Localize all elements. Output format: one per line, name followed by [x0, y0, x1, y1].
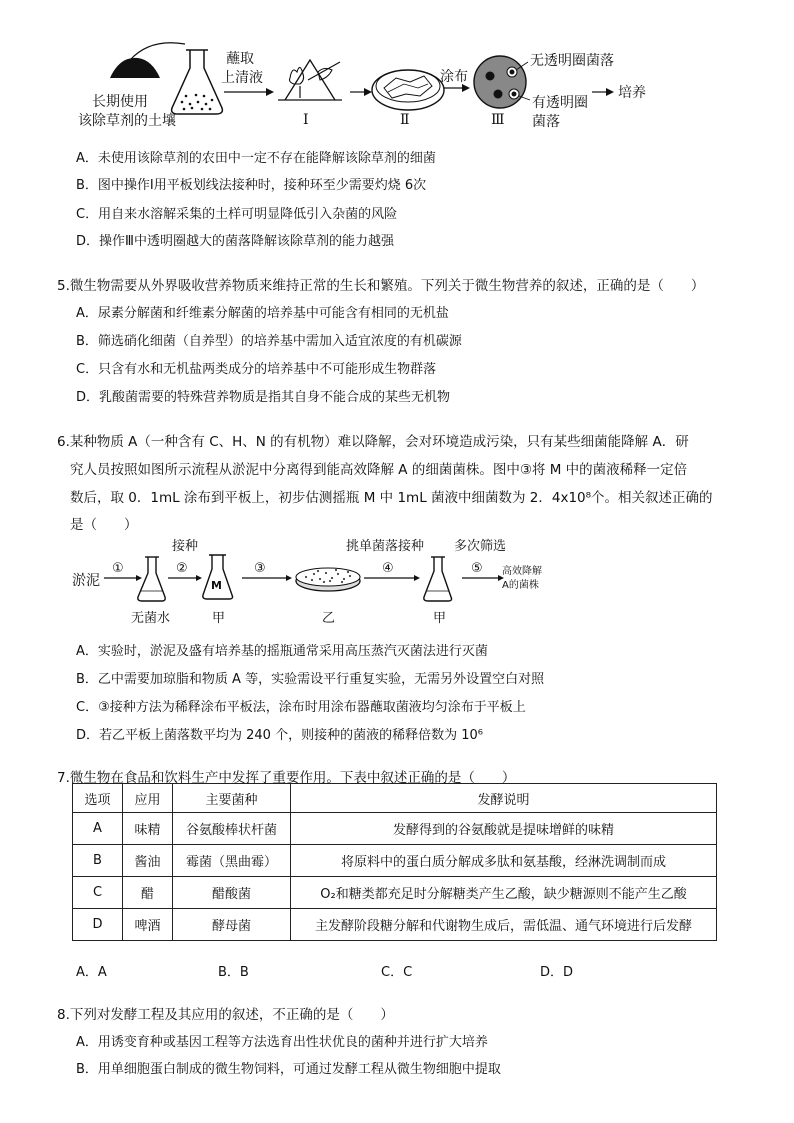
step-5-marker: ⑤ [471, 561, 483, 576]
q8-option-a: A．用诱变育种或基因工程等方法选育出性状优良的菌种并进行扩大培养 [76, 1035, 488, 1050]
table-cell: 醋酸菌 [173, 877, 291, 909]
dip-label-line2: 上清液 [221, 70, 263, 86]
q5-option-a: A．尿素分解菌和纤维素分解菌的培养基中可能含有相同的无机盐 [76, 306, 449, 321]
q4-option-d: D．操作Ⅲ中透明圈越大的菌落降解该除草剂的能力越强 [76, 234, 394, 249]
q7-stem: 7.微生物在食品和饮料生产中发挥了重要作用。下表中叙述正确的是（ ） [57, 770, 516, 786]
table-cell: 主发酵阶段糖分解和代谢物生成后，需低温、通气环境进行后发酵 [291, 909, 717, 941]
q5-stem: 5.微生物需要从外界吸收营养物质来维持正常的生长和繁殖。下列关于微生物营养的叙述，正确的是（ ） [57, 278, 705, 294]
inoculate-label: 接种 [172, 539, 199, 554]
soil-label-line1: 长期使用 [92, 94, 148, 110]
q6-option-d: D．若乙平板上菌落数平均为 240 个，则接种的菌液的稀释倍数为 10⁶ [76, 728, 483, 743]
table-header-cell: 选项 [73, 784, 123, 813]
q7-choice-b: B．B [218, 965, 249, 980]
table-cell: 酱油 [123, 845, 173, 877]
step-2-marker: ② [176, 561, 188, 576]
table-cell: 谷氨酸棒状杆菌 [173, 813, 291, 845]
table-cell: 酵母菌 [173, 909, 291, 941]
q4-option-a: A．未使用该除草剂的农田中一定不存在能降解该除草剂的细菌 [76, 151, 436, 166]
result-label-line2: A的菌株 [502, 580, 539, 591]
step-4-marker: ④ [382, 561, 394, 576]
no-halo-colony-label: 无透明圈菌落 [530, 53, 614, 69]
step-1-label: Ⅰ [303, 112, 309, 128]
q8-stem: 8.下列对发酵工程及其应用的叙述，不正确的是（ ） [57, 1007, 394, 1023]
table-cell: 发酵得到的谷氨酸就是提味增鲜的味精 [291, 813, 717, 845]
step-1-marker: ① [112, 561, 124, 576]
q4-option-c: C．用自来水溶解采集的土样可明显降低引入杂菌的风险 [76, 207, 398, 222]
q6-stem-line1: 6.某种物质 A（一种含有 C、H、N 的有机物）难以降解，会对环境造成污染，只有某些细菌能降解 A．研 [57, 434, 689, 450]
q6-stem-line4: 是（ ） [70, 517, 138, 533]
soil-mound-shape [110, 58, 160, 78]
table-row [73, 813, 717, 845]
mud-label: 淤泥 [72, 573, 100, 589]
q6-option-a: A．实验时，淤泥及盛有培养基的摇瓶通常采用高压蒸汽灭菌法进行灭菌 [76, 644, 488, 659]
table-cell: 将原料中的蛋白质分解成多肽和氨基酸，经淋洗调制而成 [291, 845, 717, 877]
table-row [73, 909, 717, 941]
q6-option-c: C．③接种方法为稀释涂布平板法，涂布时用涂布器蘸取菌液均匀涂布于平板上 [76, 700, 526, 715]
culture-label: 培养 [618, 85, 646, 101]
q5-option-b: B．筛选硝化细菌（自养型）的培养基中需加入适宜浓度的有机碳源 [76, 334, 462, 349]
spread-label: 涂布 [440, 69, 468, 85]
table-cell: D [73, 909, 123, 941]
q6-stem-line3: 数后，取 0．1mL 涂布到平板上，初步估测摇瓶 M 中 1mL 菌液中细菌数为 2．4x10⁸个。相关叙述正确的 [70, 490, 713, 506]
table-header-cell: 主要菌种 [173, 784, 291, 813]
table-header-cell: 发酵说明 [291, 784, 717, 813]
q4-option-b: B．图中操作Ⅰ用平板划线法接种时，接种环至少需要灼烧 6次 [76, 178, 427, 193]
q6-stem-line2: 究人员按照如图所示流程从淤泥中分离得到能高效降解 A 的细菌菌株。图中③将 M 中的菌液稀释一定倍 [70, 462, 688, 478]
sterile-water-label: 无菌水 [131, 611, 171, 626]
step-2-label: Ⅱ [400, 112, 410, 128]
flask-jia-label-1: 甲 [212, 611, 226, 626]
halo-colony-label-line2: 菌落 [532, 114, 560, 130]
q5-option-d: D．乳酸菌需要的特殊营养物质是指其自身不能合成的某些无机物 [76, 390, 451, 405]
q7-choice-c: C．C [381, 965, 413, 980]
table-cell: A [73, 813, 123, 845]
table-cell: 霉菌（黑曲霉） [173, 845, 291, 877]
table-row [73, 845, 717, 877]
q6-option-b: B．乙中需要加琼脂和物质 A 等，实验需设平行重复实验，无需另外设置空白对照 [76, 672, 545, 687]
q7-table [72, 783, 717, 941]
table-header-cell: 应用 [123, 784, 173, 813]
q7-choice-d: D．D [540, 965, 574, 980]
dip-label-line1: 蘸取 [226, 51, 254, 67]
q5-option-c: C．只含有水和无机盐两类成分的培养基中不可能形成生物群落 [76, 362, 437, 377]
table-cell: O₂和糖类都充足时分解糖类产生乙酸，缺少糖源则不能产生乙酸 [291, 877, 717, 909]
table-cell: 醋 [123, 877, 173, 909]
pick-colony-label: 挑单菌落接种 [346, 539, 425, 554]
screen-label: 多次筛选 [454, 539, 507, 554]
plate-yi-label: 乙 [322, 611, 336, 626]
step-3-marker: ③ [254, 561, 266, 576]
flask-jia-label-2: 甲 [433, 611, 447, 626]
table-row [73, 877, 717, 909]
flask-m-label: M [211, 579, 222, 592]
halo-colony-label-line1: 有透明圈 [532, 95, 588, 111]
table-header-row [73, 784, 717, 813]
step-3-label: Ⅲ [491, 112, 505, 128]
q7-choice-a: A．A [76, 965, 107, 980]
soil-label-line2: 该除草剂的土壤 [78, 113, 176, 129]
table-cell: B [73, 845, 123, 877]
result-label-line1: 高效降解 [502, 566, 542, 577]
q8-option-b: B．用单细胞蛋白制成的微生物饲料，可通过发酵工程从微生物细胞中提取 [76, 1062, 501, 1077]
table-cell: C [73, 877, 123, 909]
table-cell: 啤酒 [123, 909, 173, 941]
table-cell: 味精 [123, 813, 173, 845]
